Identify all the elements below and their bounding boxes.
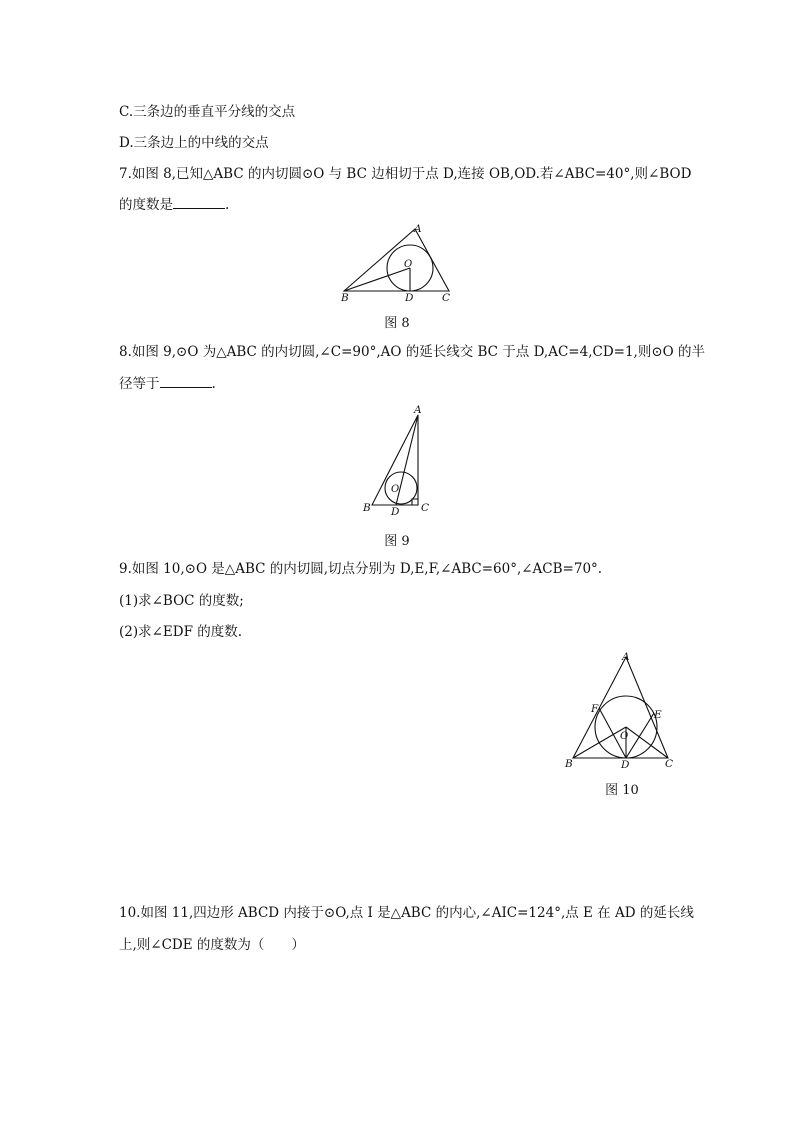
figure-8: [335, 215, 465, 310]
label-d: D: [621, 759, 630, 770]
label-d: D: [405, 292, 414, 304]
label-c: C: [665, 758, 674, 770]
triangle-abc: [573, 657, 668, 758]
label-a: A: [622, 651, 630, 663]
label-b: B: [363, 502, 371, 514]
label-a: A: [414, 404, 422, 416]
label-c: C: [442, 292, 451, 304]
q7-text-line2-label: 的度数是: [119, 197, 173, 213]
figure-10-caption: 图 10: [605, 783, 639, 798]
figure-9-caption: 图 9: [384, 534, 410, 549]
q8-text-line2: [119, 375, 216, 393]
figure-10: [560, 645, 680, 770]
option-d: D.三条边上的中线的交点: [119, 135, 269, 151]
q9-subquestion-2: (2)求∠EDF 的度数.: [119, 624, 243, 640]
answer-blank: [160, 375, 212, 388]
label-c: C: [421, 502, 430, 514]
label-b: B: [565, 758, 573, 770]
label-e: E: [654, 709, 662, 721]
label-b: B: [341, 292, 349, 304]
label-o: O: [620, 731, 629, 742]
option-c: C.三条边的垂直平分线的交点: [119, 104, 296, 120]
figure-8-caption: 图 8: [384, 316, 410, 331]
q7-text-line2: [119, 196, 229, 214]
label-f: F: [591, 703, 599, 715]
q10-text-line2: 上,则∠CDE 的度数为（ ）: [119, 937, 305, 953]
q7-text-line2-end: .: [225, 197, 230, 213]
segment-ob: [344, 268, 410, 291]
triangle-abc: [344, 229, 449, 291]
label-o: O: [391, 484, 400, 495]
q10-text-line1: 10.如图 11,四边形 ABCD 内接于⊙O,点 I 是△ABC 的内心,∠AIC=124°,点 E 在 AD 的延长线: [119, 905, 694, 921]
q9-text-line1: 9.如图 10,⊙O 是△ABC 的内切圆,切点分别为 D,E,F,∠ABC=60°,∠ACB=70°.: [119, 561, 603, 577]
segment-ad: [396, 415, 418, 505]
figure-9: [358, 400, 438, 520]
q8-text-line2-label: 径等于: [119, 376, 160, 392]
q8-text-line2-end: .: [211, 376, 216, 392]
q7-text-line1: 7.如图 8,已知△ABC 的内切圆⊙O 与 BC 边相切于点 D,连接 OB,OD.若∠ABC=40°,则∠BOD: [119, 166, 692, 182]
label-a: A: [414, 223, 422, 235]
label-o: O: [404, 259, 413, 270]
q8-text-line1: 8.如图 9,⊙O 为△ABC 的内切圆,∠C=90°,AO 的延长线交 BC 于点 D,AC=4,CD=1,则⊙O 的半: [119, 344, 706, 360]
label-d: D: [391, 506, 400, 518]
segment-de: [626, 713, 654, 758]
right-angle-mark: [412, 499, 418, 505]
answer-blank: [173, 196, 225, 209]
q9-subquestion-1: (1)求∠BOC 的度数;: [119, 593, 244, 609]
